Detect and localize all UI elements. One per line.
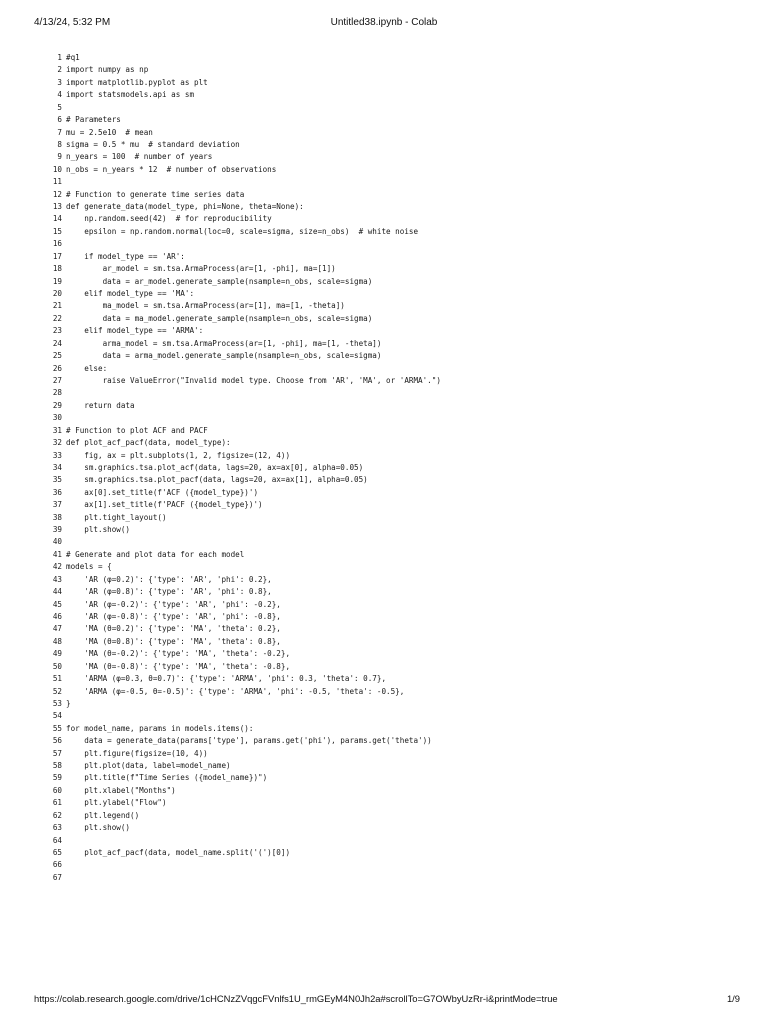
line-number: 40 — [52, 537, 62, 547]
code-text: # Function to plot ACF and PACF — [66, 425, 208, 435]
line-number: 50 — [52, 661, 62, 671]
code-line — [40, 288, 740, 300]
line-number: 38 — [52, 512, 62, 522]
code-line — [40, 574, 740, 586]
code-line — [40, 425, 740, 437]
code-text: elif model_type == 'MA': — [66, 289, 195, 299]
code-line — [40, 226, 740, 238]
code-text: np.random.seed(42) # for reproducibility — [66, 214, 272, 224]
code-text: plt.plot(data, label=model_name) — [66, 761, 231, 771]
line-number: 1 — [57, 53, 62, 62]
code-line — [40, 77, 740, 89]
code-line — [40, 698, 740, 710]
code-text: } — [66, 698, 71, 708]
line-number: 13 — [52, 202, 62, 212]
line-number: 51 — [52, 674, 62, 684]
line-number: 29 — [52, 400, 62, 410]
line-number: 16 — [52, 239, 62, 249]
code-text: def generate_data(model_type, phi=None, theta=None): — [66, 202, 304, 212]
code-line — [40, 512, 740, 524]
code-line — [40, 176, 740, 188]
line-number: 12 — [52, 189, 62, 199]
code-line — [40, 748, 740, 760]
line-number: 26 — [52, 363, 62, 373]
line-number: 21 — [52, 301, 62, 311]
code-text: # Function to generate time series data — [66, 189, 245, 199]
line-number: 24 — [52, 338, 62, 348]
code-text: else: — [66, 363, 108, 373]
code-text: for model_name, params in models.items(): — [66, 723, 254, 733]
line-number: 34 — [52, 462, 62, 472]
line-number: 6 — [57, 115, 62, 125]
code-line — [40, 474, 740, 486]
line-number: 54 — [52, 711, 62, 721]
code-line — [40, 599, 740, 611]
line-number: 27 — [52, 375, 62, 385]
code-line — [40, 499, 740, 511]
code-line — [40, 735, 740, 747]
line-number: 65 — [52, 848, 62, 857]
line-number: 56 — [52, 736, 62, 746]
code-line — [40, 623, 740, 635]
code-line — [40, 822, 740, 834]
line-number: 60 — [52, 785, 62, 795]
code-line — [40, 810, 740, 822]
line-number: 20 — [52, 289, 62, 299]
code-text: 'ARMA (φ=-0.5, θ=-0.5)': {'type': 'ARMA', 'phi': -0.5, 'theta': -0.5}, — [66, 686, 405, 696]
line-number: 58 — [52, 761, 62, 771]
line-number: 30 — [52, 413, 62, 423]
code-line — [40, 710, 740, 722]
code-text: # Parameters — [66, 115, 121, 125]
code-line — [40, 387, 740, 399]
code-line — [40, 300, 740, 312]
code-line — [40, 375, 740, 387]
code-line — [40, 127, 740, 139]
code-line — [40, 350, 740, 362]
code-text: if model_type == 'AR': — [66, 251, 185, 261]
line-number: 48 — [52, 636, 62, 646]
code-text: 'MA (θ=-0.8)': {'type': 'MA', 'theta': -0.8}, — [66, 661, 291, 671]
code-line — [40, 325, 740, 337]
code-text: plt.tight_layout() — [66, 512, 167, 522]
line-number: 17 — [52, 251, 62, 261]
code-text: ar_model = sm.tsa.ArmaProcess(ar=[1, -phi], ma=[1]) — [66, 264, 336, 274]
line-number: 49 — [52, 649, 62, 659]
line-number: 11 — [52, 177, 62, 187]
print-datetime: 4/13/24, 5:32 PM — [34, 17, 111, 28]
line-number: 47 — [52, 624, 62, 634]
line-number: 33 — [52, 450, 62, 460]
code-text: fig, ax = plt.subplots(1, 2, figsize=(12, 4)) — [66, 450, 291, 460]
line-number: 19 — [52, 276, 62, 286]
code-text: # Generate and plot data for each model — [66, 549, 245, 559]
code-line — [40, 189, 740, 201]
code-text: ma_model = sm.tsa.ArmaProcess(ar=[1], ma=[1, -theta]) — [66, 301, 345, 311]
code-text: 'ARMA (φ=0.3, θ=0.7)': {'type': 'ARMA', 'phi': 0.3, 'theta': 0.7}, — [66, 674, 387, 684]
code-line — [40, 536, 740, 548]
code-text: sigma = 0.5 * mu # standard deviation — [66, 139, 240, 149]
code-line — [40, 276, 740, 288]
line-number: 46 — [52, 611, 62, 621]
line-number: 36 — [52, 487, 62, 497]
code-line — [40, 400, 740, 412]
code-line — [40, 52, 740, 64]
code-text: 'AR (φ=0.2)': {'type': 'AR', 'phi': 0.2}, — [66, 574, 272, 584]
line-number: 67 — [52, 872, 62, 882]
code-line — [40, 785, 740, 797]
line-number: 66 — [52, 860, 62, 870]
code-text: 'AR (φ=-0.2)': {'type': 'AR', 'phi': -0.2}, — [66, 599, 281, 609]
code-line — [40, 89, 740, 101]
code-line — [40, 723, 740, 735]
code-text: 'MA (θ=0.8)': {'type': 'MA', 'theta': 0.8}, — [66, 636, 281, 646]
code-text: sm.graphics.tsa.plot_acf(data, lags=20, ax=ax[0], alpha=0.05) — [66, 462, 364, 472]
code-text: n_years = 100 # number of years — [66, 152, 213, 162]
line-number: 2 — [57, 65, 62, 75]
code-text: n_obs = n_years * 12 # number of observations — [66, 164, 277, 174]
code-text: arma_model = sm.tsa.ArmaProcess(ar=[1, -phi], ma=[1, -theta]) — [66, 338, 382, 348]
code-line — [40, 64, 740, 76]
code-text: import matplotlib.pyplot as plt — [66, 77, 208, 87]
code-line — [40, 648, 740, 660]
code-text: return data — [66, 400, 135, 410]
code-line — [40, 238, 740, 250]
code-line — [40, 412, 740, 424]
code-text: plt.legend() — [66, 810, 140, 820]
code-line — [40, 164, 740, 176]
line-number: 32 — [52, 438, 62, 448]
code-line — [40, 363, 740, 375]
code-text: data = generate_data(params['type'], params.get('phi'), params.get('theta')) — [66, 736, 432, 746]
code-line — [40, 313, 740, 325]
code-text: 'AR (φ=-0.8)': {'type': 'AR', 'phi': -0.8}, — [66, 611, 281, 621]
line-number: 8 — [57, 139, 62, 149]
code-text: 'MA (θ=0.2)': {'type': 'MA', 'theta': 0.2}, — [66, 624, 281, 634]
code-text: #q1 — [66, 53, 80, 62]
line-number: 37 — [52, 500, 62, 510]
line-number: 55 — [52, 723, 62, 733]
code-line — [40, 549, 740, 561]
line-number: 22 — [52, 313, 62, 323]
line-number: 23 — [52, 326, 62, 336]
code-text: elif model_type == 'ARMA': — [66, 326, 204, 336]
line-number: 14 — [52, 214, 62, 224]
line-number: 43 — [52, 574, 62, 584]
line-number: 52 — [52, 686, 62, 696]
line-number: 61 — [52, 798, 62, 808]
line-number: 18 — [52, 264, 62, 274]
code-text: ax[0].set_title(f'ACF ({model_type})') — [66, 487, 259, 497]
line-number: 44 — [52, 587, 62, 597]
code-line — [40, 462, 740, 474]
code-text: plt.figure(figsize=(10, 4)) — [66, 748, 208, 758]
code-text: plt.title(f"Time Series ({model_name})") — [66, 773, 268, 783]
code-text: 'MA (θ=-0.2)': {'type': 'MA', 'theta': -0.2}, — [66, 649, 291, 659]
code-line — [40, 561, 740, 573]
code-text: ax[1].set_title(f'PACF ({model_type})') — [66, 500, 263, 510]
code-text: raise ValueError("Invalid model type. Choose from 'AR', 'MA', or 'ARMA'.") — [66, 375, 441, 385]
code-text: mu = 2.5e10 # mean — [66, 127, 153, 137]
code-cell[interactable] — [40, 52, 740, 884]
code-line — [40, 251, 740, 263]
code-text: models = { — [66, 562, 112, 572]
code-line — [40, 213, 740, 225]
code-line — [40, 611, 740, 623]
line-number: 59 — [52, 773, 62, 783]
line-number: 39 — [52, 525, 62, 535]
code-text: import numpy as np — [66, 65, 149, 75]
code-line — [40, 437, 740, 449]
line-number: 3 — [57, 77, 62, 87]
line-number: 63 — [52, 823, 62, 833]
code-text: epsilon = np.random.normal(loc=0, scale=sigma, size=n_obs) # white noise — [66, 226, 419, 236]
line-number: 7 — [57, 127, 62, 137]
code-line — [40, 487, 740, 499]
line-number: 15 — [52, 226, 62, 236]
code-line — [40, 114, 740, 126]
code-line — [40, 673, 740, 685]
code-text: plt.show() — [66, 525, 131, 535]
line-number: 62 — [52, 810, 62, 820]
code-text: plt.ylabel("Flow") — [66, 798, 167, 808]
code-line — [40, 772, 740, 784]
code-line — [40, 835, 740, 847]
code-line — [40, 797, 740, 809]
line-number: 10 — [52, 164, 62, 174]
line-number: 9 — [57, 152, 62, 162]
code-line — [40, 139, 740, 151]
line-number: 5 — [57, 102, 62, 112]
code-text: data = ma_model.generate_sample(nsample=n_obs, scale=sigma) — [66, 313, 373, 323]
line-number: 31 — [52, 425, 62, 435]
line-number: 53 — [52, 698, 62, 708]
code-line — [40, 872, 740, 884]
line-number: 45 — [52, 599, 62, 609]
code-text: 'AR (φ=0.8)': {'type': 'AR', 'phi': 0.8}, — [66, 587, 272, 597]
line-number: 28 — [52, 388, 62, 398]
code-text: data = arma_model.generate_sample(nsample=n_obs, scale=sigma) — [66, 351, 382, 361]
code-line — [40, 102, 740, 114]
code-line — [40, 859, 740, 871]
line-number: 64 — [52, 835, 62, 845]
page-number: 1/9 — [726, 993, 740, 1004]
code-line — [40, 686, 740, 698]
line-number: 41 — [52, 549, 62, 559]
code-line — [40, 760, 740, 772]
code-line — [40, 636, 740, 648]
code-text: plt.xlabel("Months") — [66, 785, 176, 795]
code-text: sm.graphics.tsa.plot_pacf(data, lags=20, ax=ax[1], alpha=0.05) — [66, 475, 368, 485]
line-number: 4 — [57, 90, 62, 100]
code-line — [40, 847, 740, 859]
code-text: plot_acf_pacf(data, model_name.split('(')[0]) — [66, 848, 291, 857]
code-text: import statsmodels.api as sm — [66, 90, 195, 100]
line-number: 35 — [52, 475, 62, 485]
code-line — [40, 524, 740, 536]
code-text: data = ar_model.generate_sample(nsample=n_obs, scale=sigma) — [66, 276, 373, 286]
code-line — [40, 263, 740, 275]
line-number: 42 — [52, 562, 62, 572]
code-text: plt.show() — [66, 823, 131, 833]
line-number: 25 — [52, 351, 62, 361]
code-line — [40, 661, 740, 673]
code-line — [40, 586, 740, 598]
line-number: 57 — [52, 748, 62, 758]
code-line — [40, 338, 740, 350]
page-url[interactable]: https://colab.research.google.com/drive/1cHCNzZVqgcFVnlfs1U_rmGEyM4N0Jh2a#scrollTo=G7OWbyUzRr-i&printMode=true — [34, 993, 558, 1004]
code-line — [40, 151, 740, 163]
code-line — [40, 201, 740, 213]
code-text: def plot_acf_pacf(data, model_type): — [66, 438, 231, 448]
page-title: Untitled38.ipynb - Colab — [330, 17, 438, 28]
code-line — [40, 450, 740, 462]
